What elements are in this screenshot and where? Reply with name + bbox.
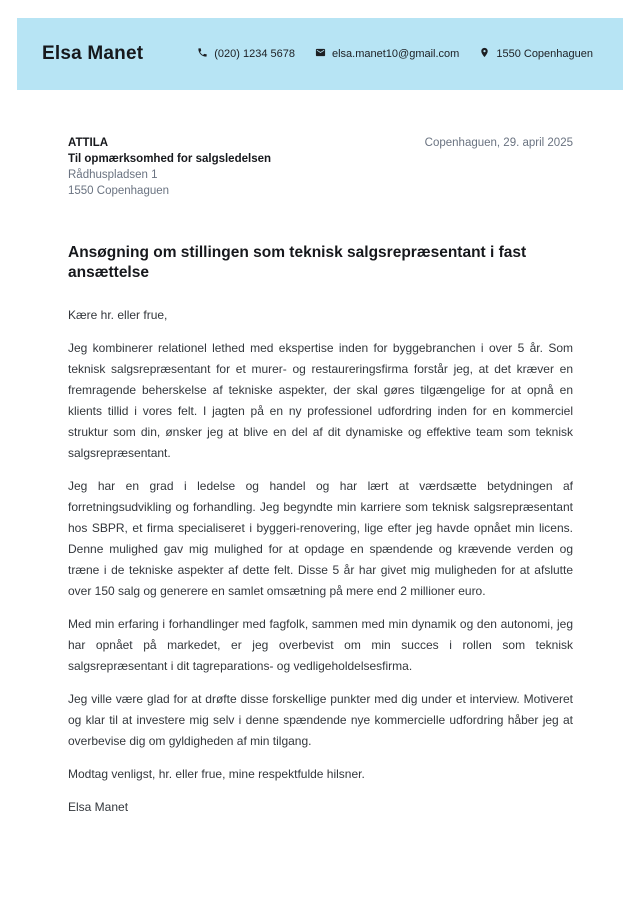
letter-date: Copenhaguen, 29. april 2025 xyxy=(424,137,573,149)
recipient-street: Rådhuspladsen 1 xyxy=(68,169,158,181)
recipient-block xyxy=(68,135,271,199)
closing-line: Modtag venligst, hr. eller frue, mine respektfulde hilsner. xyxy=(68,767,365,781)
salutation: Kære hr. eller frue, xyxy=(68,308,168,322)
location-text: 1550 Copenhaguen xyxy=(496,48,593,60)
paragraph-4: Jeg ville være glad for at drøfte disse forskellige punkter med dig under et interview. Motiveret og klar til at investere mig selv i denne spændende nye kommercielle udfordring håber jeg at overbevise dig om gyldigheden af min tilgang. xyxy=(68,692,573,748)
location-pin-icon xyxy=(479,47,490,61)
phone-icon xyxy=(197,47,208,61)
phone-contact xyxy=(197,47,295,61)
letter-header xyxy=(17,18,623,90)
letter-body xyxy=(68,135,573,818)
email-contact xyxy=(315,47,459,61)
paragraph-3: Med min erfaring i forhandlinger med fagfolk, sammen med min dynamik og den autonomi, jeg har opnået på markedet, er jeg overbevist om min succes i rollen som teknisk salgsrepræsentant i dit tagreparations- og vedligeholdelsesfirma. xyxy=(68,617,573,673)
candidate-name: Elsa Manet xyxy=(42,43,144,64)
recipient-attention: Til opmærksomhed for salgsledelsen xyxy=(68,153,272,165)
phone-number: (020) 1234 5678 xyxy=(214,48,295,60)
letter-subject: Ansøgning om stillingen som teknisk salgsrepræsentant i fast ansættelse xyxy=(68,244,527,281)
paragraph-1: Jeg kombinerer relationel lethed med ekspertise inden for byggebranchen i over 5 år. Som teknisk salgsrepræsentant for et murer- og restaureringsfirma forstår jeg, at det kræver en fremragende beherskelse af tekniske aspekter, der skal gøres tilgængelige for at opnå en klients tillid i vores felt. I jagten på en ny professionel udfordring inden for en kommerciel struktur som din, ønsker jeg at blive en del af dit dynamiske og effektive team som teknisk salgsrepræsentant. xyxy=(68,341,573,460)
recipient-company: ATTILA xyxy=(68,137,109,149)
contact-list xyxy=(197,47,593,61)
recipient-row xyxy=(68,135,573,199)
email-icon xyxy=(315,47,326,61)
recipient-city: 1550 Copenhaguen xyxy=(68,185,170,197)
signature-name: Elsa Manet xyxy=(68,800,129,814)
location-contact xyxy=(479,47,593,61)
paragraph-2: Jeg har en grad i ledelse og handel og har lært at værdsætte betydningen af forretningsudvikling og forhandling. Jeg begyndte min karriere som teknisk salgsrepræsentant hos SBPR, et firma specialiseret i byggeri-renovering, lige efter jeg havde opnået min licens. Denne mulighed gav mig mulighed for at opdage en spændende og krævende verden og træne i de tekniske aspekter af dette felt. Disse 5 år har givet mig muligheden for at afslutte over 150 salg og generere en samlet omsætning på mere end 2 millioner euro. xyxy=(68,479,573,598)
email-address: elsa.manet10@gmail.com xyxy=(332,48,460,60)
